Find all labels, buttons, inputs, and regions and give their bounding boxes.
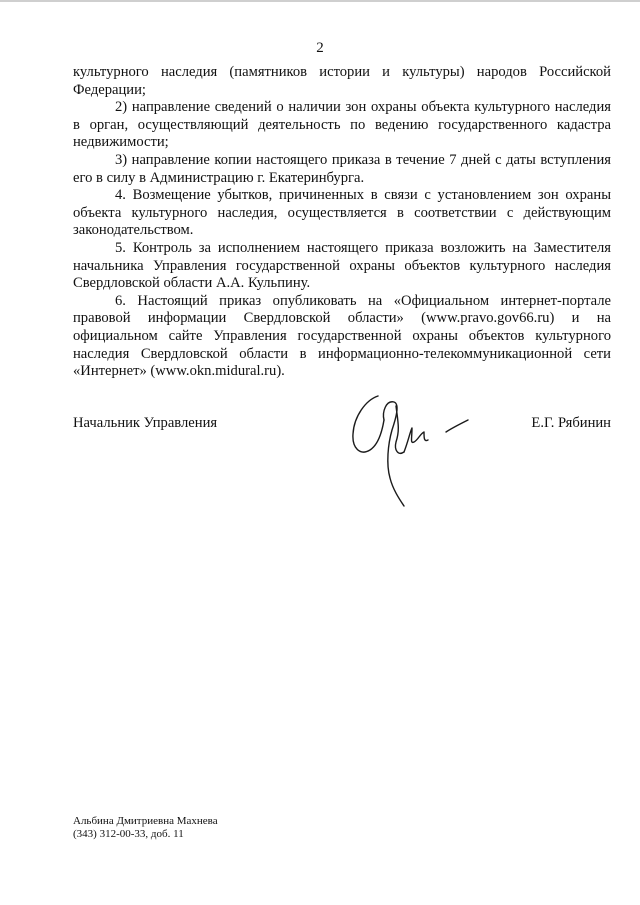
- paragraph-continuation: культурного наследия (памятников истории и культуры) народов Российской Федерации;: [73, 64, 611, 98]
- paragraph-item-2: 2) направление сведений о наличии зон охраны объекта культурного наследия в орган, осуществляющий деятельность по ведению государственного кадастра недвижимости;: [73, 99, 611, 151]
- contact-phone: (343) 312-00-33, доб. 11: [73, 828, 184, 840]
- paragraph-section-4: 4. Возмещение убытков, причиненных в связи с установлением зон охраны объекта культурного наследия, осуществляется в соответствии с действующим законодательством.: [73, 187, 611, 239]
- document-body: [73, 64, 611, 381]
- handwritten-signature: [338, 382, 478, 514]
- contact-info: [73, 815, 218, 841]
- top-edge-rule: [0, 0, 640, 2]
- signer-name: Е.Г. Рябинин: [531, 415, 611, 431]
- paragraph-item-3: 3) направление копии настоящего приказа в течение 7 дней с даты вступления его в силу в Администрацию г. Екатеринбурга.: [73, 151, 611, 186]
- contact-person: Альбина Дмитриевна Махнева: [73, 815, 218, 827]
- signer-position: Начальник Управления: [73, 415, 218, 431]
- paragraph-section-6: 6. Настоящий приказ опубликовать на «Официальном интернет-портале правовой информации Свердловской области» (www.pravo.gov66.ru) и на официальном сайте Управления государственной охраны объектов культурного наследия Свердловской области в информационно-телекоммуникационной сети «Интернет» (www.okn.midural.ru).: [73, 292, 611, 380]
- page-number: 2: [316, 40, 324, 56]
- paragraph-section-5: 5. Контроль за исполнением настоящего приказа возложить на Заместителя начальника Управления государственной охраны объектов культурного наследия Свердловской области А.А. Кульпину.: [73, 239, 611, 292]
